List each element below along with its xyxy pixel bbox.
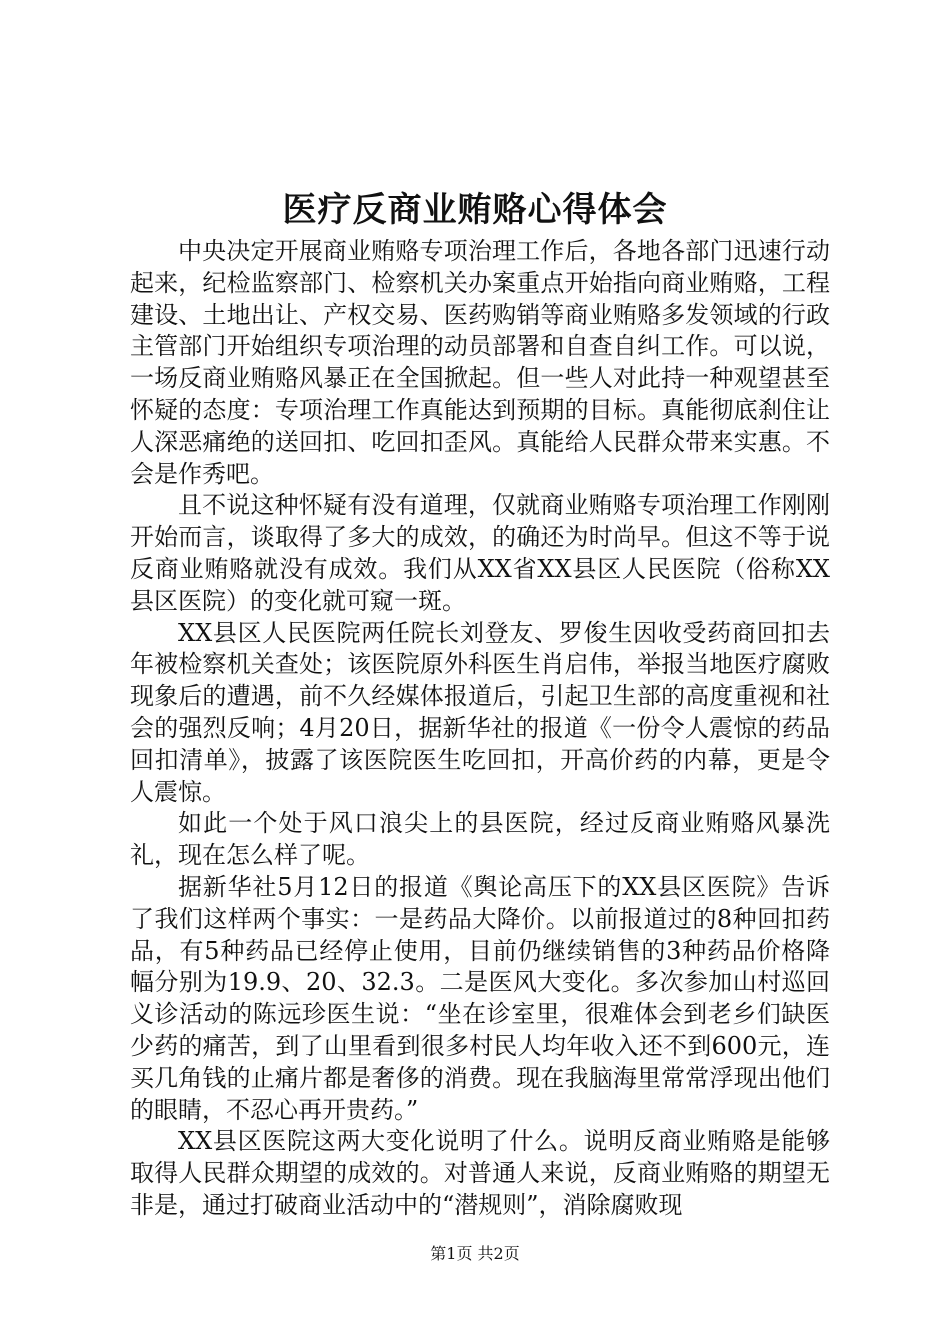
page-footer: 第1页 共2页 (430, 1244, 520, 1263)
document-body (130, 236, 830, 1222)
document-title: 医疗反商业贿赂心得体会 (282, 190, 668, 230)
paragraph: XX县区人民医院两任院长刘登友、罗俊生因收受药商回扣去年被检察机关查处；该医院原外科医生肖启伟，举报当地医疗腐败现象后的遭遇，前不久经媒体报道后，引起卫生部的高度重视和社会的强烈反响；4月20日，据新华社的报道《一份令人震惊的药品回扣清单》，披露了该医院医生吃回扣，开高价药的内幕，更是令人震惊。 (130, 618, 830, 806)
paragraph: 如此一个处于风口浪尖上的县医院，经过反商业贿赂风暴洗礼，现在怎么样了呢。 (130, 809, 830, 870)
paragraph: 中央决定开展商业贿赂专项治理工作后，各地各部门迅速行动起来，纪检监察部门、检察机关办案重点开始指向商业贿赂，工程建设、土地出让、产权交易、医药购销等商业贿赂多发领域的行政主管部门开始组织专项治理的动员部署和自查自纠工作。可以说，一场反商业贿赂风暴正在全国掀起。但一些人对此持一种观望甚至怀疑的态度：专项治理工作真能达到预期的目标。真能彻底刹住让人深恶痛绝的送回扣、吃回扣歪风。真能给人民群众带来实惠。不会是作秀吧。 (130, 237, 830, 488)
paragraph: 据新华社5月12日的报道《舆论高压下的XX县区医院》告诉了我们这样两个事实：一是药品大降价。以前报道过的8种回扣药品，有5种药品已经停止使用，目前仍继续销售的3种药品价格降幅分别为19.9、20、32.3。二是医风大变化。多次参加山村巡回义诊活动的陈远珍医生说：“坐在诊室里，很难体会到老乡们缺医少药的痛苦，到了山里看到很多村民人均年收入还不到600元，连买几角钱的止痛片都是奢侈的消费。现在我脑海里常常浮现出他们的眼睛，不忍心再开贵药。” (130, 872, 830, 1124)
paragraph: 且不说这种怀疑有没有道理，仅就商业贿赂专项治理工作刚刚开始而言，谈取得了多大的成效，的确还为时尚早。但这不等于说反商业贿赂就没有成效。我们从XX省XX县区人民医院（俗称XX县区医院）的变化就可窥一斑。 (130, 491, 830, 615)
paragraph: XX县区医院这两大变化说明了什么。说明反商业贿赂是能够取得人民群众期望的成效的。对普通人来说，反商业贿赂的期望无非是，通过打破商业活动中的“潜规则”，消除腐败现 (130, 1127, 830, 1219)
